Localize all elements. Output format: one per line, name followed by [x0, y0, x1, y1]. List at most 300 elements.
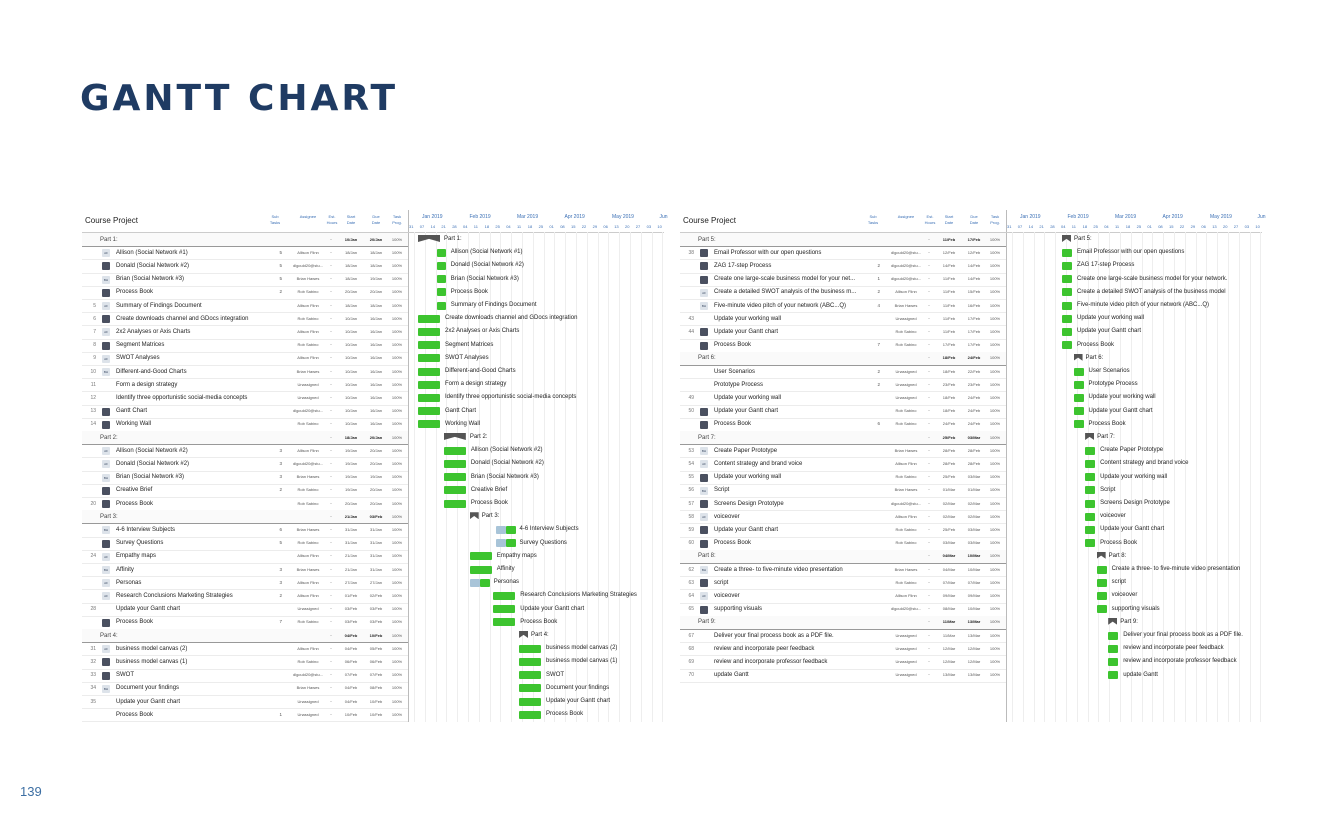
start-date: 03/Mar [942, 540, 956, 546]
task-name: Empathy maps [116, 553, 157, 560]
assignee: Brian Hawes [296, 526, 320, 532]
assignee: Rob Sabino [895, 328, 917, 334]
task-name: Donald (Social Network #2) [116, 460, 190, 467]
table-row[interactable] [680, 273, 1006, 287]
avatar-photo [700, 276, 708, 284]
avatar-photo [700, 474, 708, 482]
start-date: 04/Mar [942, 553, 956, 559]
task-name: Personas [116, 579, 142, 586]
task-progress: 100% [989, 289, 1001, 295]
avatar-photo [102, 342, 110, 350]
start-date: 20/Jan [344, 500, 357, 506]
task-name: Working Wall [116, 421, 152, 428]
bar-label: Part 7: [1097, 434, 1115, 440]
due-date: 24/Feb [967, 421, 981, 427]
column-header-prog: Task Prog. [392, 214, 402, 225]
grid-line [1228, 232, 1229, 722]
assignee: Rob Sabino [297, 619, 319, 625]
table-row[interactable] [680, 510, 1006, 524]
avatar-photo [700, 408, 708, 416]
task-name: User Scenarios [714, 368, 756, 375]
task-bar [418, 354, 440, 362]
table-row[interactable] [82, 537, 408, 551]
table-row[interactable] [680, 312, 1006, 326]
task-bar-progress [496, 526, 506, 534]
task-progress: 100% [391, 460, 403, 466]
table-row[interactable] [680, 391, 1006, 405]
month-label: May 2019 [612, 214, 634, 220]
day-label: 25 [1093, 224, 1098, 229]
row-number: 60 [688, 540, 694, 547]
bar-label: supporting visuals [1111, 605, 1160, 612]
table-row[interactable] [82, 484, 408, 498]
due-date: 07/Feb [369, 672, 383, 678]
start-date: 11/Feb [942, 276, 956, 282]
due-date: 03/Mar [967, 540, 981, 546]
day-label: 11 [473, 224, 478, 229]
bar-label: Process Book [450, 288, 488, 295]
table-row[interactable] [82, 273, 408, 287]
task-progress: 100% [989, 645, 1001, 651]
month-label: May 2019 [1210, 214, 1232, 220]
task-progress: 100% [391, 262, 403, 268]
phase-row[interactable] [82, 510, 408, 524]
grid-line [425, 232, 426, 722]
due-date: 12/Mar [967, 658, 981, 664]
table-row[interactable] [82, 523, 408, 537]
assignee: Unassigned [297, 711, 319, 717]
avatar-initials: AF [102, 302, 110, 310]
task-name: Content strategy and brand voice [714, 460, 803, 467]
timeline [1006, 210, 1266, 722]
day-label: 27 [1233, 224, 1239, 229]
phase-milestone-icon [1085, 433, 1094, 440]
month-label: Apr 2019 [564, 214, 585, 220]
due-date: 02/Mar [967, 500, 981, 506]
month-label: Jan 2019 [1020, 214, 1041, 220]
task-bar [437, 249, 446, 257]
table-row[interactable] [82, 405, 408, 419]
est-hours: - [928, 487, 930, 493]
due-date: 20/Jan [369, 289, 382, 295]
est-hours: - [928, 632, 930, 638]
bar-label: Email Professor with our open questions [1077, 249, 1185, 256]
grid-line [1260, 232, 1261, 722]
table-row[interactable] [680, 589, 1006, 603]
table-row[interactable] [680, 523, 1006, 537]
start-date: 10/Jan [344, 381, 357, 387]
bar-label: Donald (Social Network #2) [450, 262, 524, 269]
bar-label: Deliver your final process book as a PDF file. [1123, 632, 1243, 638]
table-row[interactable] [82, 669, 408, 683]
table-row[interactable] [82, 642, 408, 656]
table-row[interactable] [82, 365, 408, 379]
task-progress: 100% [989, 262, 1001, 268]
start-date: 11/Mar [942, 619, 956, 625]
est-hours: - [330, 447, 332, 453]
est-hours: - [330, 460, 332, 466]
start-date: 19/Jan [344, 460, 357, 466]
task-progress: 100% [989, 460, 1001, 466]
assignee: Allison Flinn [297, 355, 319, 361]
column-header-est: Est. Hours [924, 214, 936, 225]
task-progress: 100% [989, 408, 1001, 414]
task-name: voiceover [714, 513, 740, 520]
task-bar [1108, 632, 1118, 640]
phase-row[interactable] [680, 352, 1006, 366]
due-date: 16/Jan [369, 381, 382, 387]
bar-label: Update your Gantt chart [1088, 407, 1153, 414]
bar-label: Survey Questions [519, 539, 567, 546]
assignee: Unassigned [297, 606, 319, 612]
bar-label: Part 3: [481, 513, 500, 520]
est-hours: - [928, 328, 930, 334]
task-bar [418, 381, 440, 389]
avatar-photo [700, 421, 708, 429]
bar-label: Creative Brief [470, 486, 508, 493]
task-name: Part 5: [698, 236, 716, 243]
avatar-photo [700, 342, 708, 350]
table-row[interactable] [82, 418, 408, 432]
grid-line [1044, 232, 1045, 722]
est-hours: - [330, 434, 332, 440]
task-name: Gantt Chart [116, 408, 148, 415]
assignee: Allison Flinn [895, 592, 917, 598]
table-row[interactable] [82, 299, 408, 313]
table-row[interactable] [680, 563, 1006, 577]
phase-row[interactable] [680, 233, 1006, 247]
sub-tasks: 3 [279, 447, 282, 453]
phase-row[interactable] [680, 431, 1006, 445]
table-row[interactable] [82, 378, 408, 392]
task-progress: 100% [989, 592, 1001, 598]
est-hours: - [330, 579, 332, 585]
table-row[interactable] [680, 642, 1006, 656]
row-number: 64 [688, 592, 694, 599]
grid-line [1023, 232, 1024, 722]
table-row[interactable] [680, 299, 1006, 313]
grid-line [1012, 232, 1013, 722]
table-row[interactable] [680, 378, 1006, 392]
grid-line [544, 232, 545, 722]
assignee: Allison Flinn [297, 447, 319, 453]
start-date: 11/Feb [942, 289, 956, 295]
table-row[interactable] [680, 497, 1006, 511]
task-bar [1108, 645, 1118, 653]
est-hours: - [928, 315, 930, 321]
table-row[interactable] [82, 286, 408, 300]
est-hours: - [928, 434, 930, 440]
table-row[interactable] [680, 655, 1006, 669]
table-row[interactable] [82, 312, 408, 326]
table-row[interactable] [680, 325, 1006, 339]
start-date: 02/Mar [942, 500, 956, 506]
task-progress: 100% [989, 619, 1001, 625]
due-date: 12/Mar [967, 645, 981, 651]
bar-label: Create downloads channel and GDocs integration [445, 315, 578, 322]
table-row[interactable] [680, 444, 1006, 458]
due-date: 31/Jan [369, 553, 382, 559]
table-row[interactable] [82, 259, 408, 273]
task-progress: 100% [391, 302, 403, 308]
bar-label: Update your Gantt chart [546, 698, 611, 704]
task-progress: 100% [391, 579, 403, 585]
task-bar [444, 486, 466, 494]
task-name: 4-6 Interview Subjects [116, 526, 176, 533]
task-name: business model canvas (2) [116, 645, 188, 652]
assignee: Allison Flinn [297, 645, 319, 651]
avatar-photo [102, 408, 110, 416]
start-date: 19/Jan [344, 474, 357, 480]
due-date: 13/Mar [967, 632, 981, 638]
bar-label: Part 9: [1120, 618, 1138, 625]
table-row[interactable] [82, 352, 408, 366]
assignee: Brian Hawes [296, 276, 320, 282]
table-row[interactable] [82, 589, 408, 603]
task-bar [1097, 592, 1107, 600]
day-label: 20 [625, 224, 630, 229]
start-date: 28/Feb [942, 447, 956, 453]
table-row[interactable] [680, 603, 1006, 617]
start-date: 18/Jan [344, 262, 357, 268]
bar-label: business model canvas (1) [546, 658, 618, 665]
row-number: 44 [688, 328, 694, 335]
est-hours: - [330, 592, 332, 598]
table-row[interactable] [82, 471, 408, 485]
day-label: 13 [1212, 224, 1217, 229]
task-bar [418, 420, 440, 428]
assignee: Rob Sabino [895, 526, 917, 532]
row-number: 57 [688, 500, 694, 507]
table-row[interactable] [82, 616, 408, 630]
task-bar [444, 500, 466, 508]
due-date: 13/Mar [967, 619, 981, 625]
start-date: 10/Jan [344, 236, 358, 242]
day-label: 08 [1158, 224, 1163, 229]
est-hours: - [330, 302, 332, 308]
sub-tasks: 2 [877, 262, 880, 268]
table-row[interactable] [82, 457, 408, 471]
grid-line [630, 232, 631, 722]
table-row[interactable] [680, 259, 1006, 273]
task-name: Summary of Findings Document [116, 302, 202, 309]
sub-tasks: 5 [279, 276, 282, 282]
day-label: 04 [1104, 224, 1109, 229]
bar-label: Brian (Social Network #3) [450, 275, 519, 282]
phase-row[interactable] [680, 616, 1006, 630]
bar-label: Update your Gantt chart [1077, 328, 1142, 335]
table-row[interactable] [680, 669, 1006, 683]
day-label: 25 [495, 224, 500, 229]
bar-label: Prototype Process [1088, 381, 1138, 388]
grid-line [641, 232, 642, 722]
due-date: 14/Feb [967, 276, 981, 282]
task-progress: 100% [391, 315, 403, 321]
phase-row[interactable] [680, 550, 1006, 564]
table-row[interactable] [82, 655, 408, 669]
sub-tasks: 6 [877, 421, 880, 427]
task-progress: 100% [391, 276, 403, 282]
est-hours: - [330, 698, 332, 704]
due-date: 20/Jan [369, 236, 383, 242]
bar-label: Process Book [1100, 539, 1138, 546]
start-date: 25/Feb [942, 434, 956, 440]
task-name: Create Paper Prototype [714, 447, 778, 454]
assignee: Rob Sabino [895, 474, 917, 480]
task-table [680, 210, 1007, 722]
due-date: 01/Mar [967, 487, 981, 493]
task-name: Part 7: [698, 434, 716, 441]
table-row[interactable] [680, 286, 1006, 300]
task-name: Update your Gantt chart [714, 328, 779, 335]
task-progress: 100% [391, 711, 403, 717]
avatar-initials: BH [103, 475, 109, 480]
est-hours: - [928, 447, 930, 453]
day-label: 10 [1255, 224, 1260, 229]
sub-tasks: 7 [877, 342, 880, 348]
table-row[interactable] [82, 708, 408, 722]
avatar-photo [700, 579, 708, 587]
due-date: 03/Feb [369, 513, 383, 519]
task-progress: 100% [391, 487, 403, 493]
assignee: Rob Sabino [297, 658, 319, 664]
row-number: 12 [90, 394, 96, 401]
task-name: Part 3: [100, 513, 118, 520]
task-progress: 100% [391, 698, 403, 704]
task-bar [437, 288, 446, 296]
table-row[interactable] [680, 418, 1006, 432]
avatar-initials: AF [102, 249, 110, 257]
task-bar [1062, 288, 1072, 296]
est-hours: - [330, 672, 332, 678]
row-number: 59 [688, 526, 694, 533]
est-hours: - [928, 474, 930, 480]
task-bar [418, 341, 440, 349]
assignee: Rob Sabino [297, 487, 319, 493]
phase-row[interactable] [82, 233, 408, 247]
day-label: 21 [1039, 224, 1044, 229]
due-date: 18/Jan [369, 302, 382, 308]
task-name: Process Book [116, 289, 154, 296]
column-header-assignee: Assignee [897, 214, 915, 219]
est-hours: - [928, 236, 930, 242]
table-row[interactable] [680, 471, 1006, 485]
table-row[interactable] [82, 563, 408, 577]
start-date: 12/Mar [942, 645, 956, 651]
due-date: 17/Feb [967, 342, 981, 348]
table-row[interactable] [82, 576, 408, 590]
assignee: Brian Hawes [296, 566, 320, 572]
avatar-initials: AF [102, 645, 110, 653]
task-bar [1097, 605, 1107, 613]
phase-row[interactable] [82, 431, 408, 445]
est-hours: - [928, 645, 930, 651]
task-name: Update your Gantt chart [714, 408, 779, 415]
table-row[interactable] [82, 246, 408, 260]
start-date: 13/Mar [942, 672, 956, 678]
row-number: 10 [90, 368, 96, 375]
row-number: 65 [688, 606, 694, 613]
table-row[interactable] [82, 339, 408, 353]
bar-label: Gantt Chart [445, 407, 477, 414]
table-row[interactable] [82, 682, 408, 696]
task-progress: 100% [391, 289, 403, 295]
avatar-initials: AF [700, 513, 708, 521]
table-row[interactable] [680, 339, 1006, 353]
sub-tasks: 2 [279, 592, 282, 598]
row-number: 13 [90, 408, 96, 415]
table-row[interactable] [680, 365, 1006, 379]
bar-label: SWOT [546, 671, 565, 678]
table-row[interactable] [680, 576, 1006, 590]
table-row[interactable] [680, 457, 1006, 471]
table-row[interactable] [680, 537, 1006, 551]
row-number: 54 [688, 460, 694, 467]
day-label: 06 [1201, 224, 1206, 229]
est-hours: - [330, 315, 332, 321]
bar-label: Part 8: [1108, 552, 1127, 559]
due-date: 10/Mar [967, 553, 981, 559]
month-label: Mar 2019 [517, 214, 539, 220]
table-row[interactable] [82, 695, 408, 709]
assignee: dlgould20@stu... [890, 500, 922, 506]
bar-label: Different-and-Good Charts [445, 368, 516, 374]
task-progress: 100% [989, 540, 1001, 546]
task-name: Update your Gantt chart [116, 698, 181, 705]
task-name: ZAG 17-step Process [714, 262, 772, 269]
table-row[interactable] [680, 405, 1006, 419]
table-row[interactable] [82, 497, 408, 511]
table-row[interactable] [82, 325, 408, 339]
due-date: 16/Jan [369, 328, 382, 334]
table-row[interactable] [680, 629, 1006, 643]
table-row[interactable] [680, 246, 1006, 260]
table-row[interactable] [82, 444, 408, 458]
task-progress: 100% [989, 421, 1001, 427]
est-hours: - [928, 513, 930, 519]
column-header-start: Start Date [346, 214, 356, 225]
task-bar [418, 315, 440, 323]
due-date: 03/Mar [967, 526, 981, 532]
task-bar [1062, 328, 1072, 336]
task-progress: 100% [391, 355, 403, 361]
due-date: 16/Jan [369, 394, 382, 400]
task-name: Process Book [116, 500, 154, 507]
est-hours: - [330, 289, 332, 295]
table-row[interactable] [82, 603, 408, 617]
start-date: 21/Jan [344, 513, 358, 519]
due-date: 06/Feb [369, 658, 383, 664]
due-date: 17/Feb [967, 315, 981, 321]
table-row[interactable] [680, 484, 1006, 498]
bar-label: review and incorporate professor feedback [1123, 658, 1237, 665]
day-label: 22 [581, 224, 587, 229]
bar-label: Process Book [1088, 420, 1126, 427]
assignee: dlgould20@stu... [292, 408, 324, 414]
table-row[interactable] [82, 391, 408, 405]
task-bar [493, 592, 515, 600]
phase-row[interactable] [82, 629, 408, 643]
table-row[interactable] [82, 550, 408, 564]
start-date: 31/Jan [344, 540, 357, 546]
start-date: 01/Feb [344, 592, 358, 598]
task-bar [1062, 315, 1072, 323]
task-bar [418, 328, 440, 336]
task-progress: 100% [391, 645, 403, 651]
task-bar [1085, 460, 1095, 468]
est-hours: - [330, 500, 332, 506]
day-label: 31 [1007, 224, 1012, 229]
